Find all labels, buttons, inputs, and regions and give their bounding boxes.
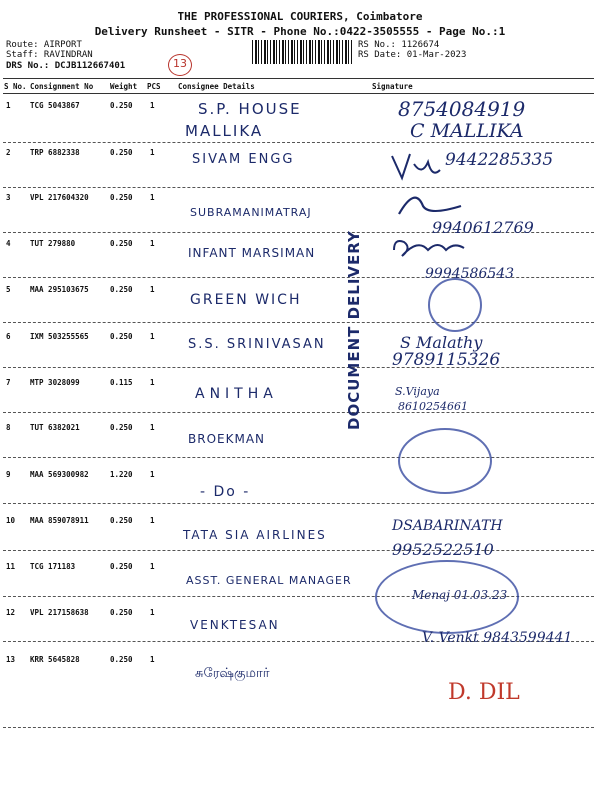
signature-scribble [388, 236, 468, 264]
col-pcs: PCS [147, 82, 161, 91]
signature-phone: V. Venkt 9843599441 [422, 630, 573, 646]
col-sno: S No. [4, 82, 27, 91]
circled-page-mark: 13 [168, 54, 192, 76]
signature-phone: 9442285335 [445, 150, 554, 170]
row-pcs: 1 [150, 655, 155, 664]
signature-phone: 9952522510 [392, 540, 494, 559]
signature-red: D. DIL [448, 680, 520, 705]
row-weight: 0.250 [110, 148, 133, 157]
row-consignment-no: TRP 6882338 [30, 148, 80, 157]
row-consignment-no: MAA 569300982 [30, 470, 89, 479]
consignee-handwriting: INFANT MARSIMAN [188, 246, 316, 260]
row-pcs: 1 [150, 239, 155, 248]
consignee-handwriting: ASST. GENERAL MANAGER [186, 574, 352, 587]
row-sno: 5 [6, 285, 11, 294]
row-consignment-no: IXM 503255565 [30, 332, 89, 341]
row-consignment-no: VPL 217604320 [30, 193, 89, 202]
drs-number: DRS No.: DCJB112667401 [6, 61, 126, 71]
row-consignment-no: TCG 5043867 [30, 101, 80, 110]
row-divider [3, 550, 594, 551]
row-sno: 2 [6, 148, 11, 157]
row-consignment-no: VPL 217158638 [30, 608, 89, 617]
row-pcs: 1 [150, 193, 155, 202]
signature-phone: 8754084919 [398, 97, 526, 121]
row-weight: 0.250 [110, 193, 133, 202]
row-weight: 0.250 [110, 655, 133, 664]
row-sno: 6 [6, 332, 11, 341]
row-sno: 3 [6, 193, 11, 202]
row-consignment-no: TCG 171183 [30, 562, 76, 571]
row-divider [3, 322, 594, 323]
row-pcs: 1 [150, 101, 155, 110]
row-weight: 0.250 [110, 239, 133, 248]
signature-scribble [388, 150, 448, 182]
row-sno: 13 [6, 655, 16, 664]
consignee-handwriting: - Do - [200, 484, 251, 500]
row-sno: 1 [6, 101, 11, 110]
row-divider [3, 142, 594, 143]
row-consignment-no: MTP 3028099 [30, 378, 80, 387]
signature-phone: 9789115326 [392, 350, 501, 370]
signature-name: C MALLIKA [410, 120, 524, 142]
row-weight: 0.250 [110, 101, 133, 110]
row-consignment-no: TUT 6382021 [30, 423, 80, 432]
company-seal-stamp [398, 428, 492, 494]
header-bottom-rule [3, 93, 594, 94]
consignee-handwriting: S.S. SRINIVASAN [188, 337, 326, 352]
signature-name: DSABARINATH [392, 518, 503, 534]
runsheet-title: Delivery Runsheet - SITR - Phone No.:0422-3505555 - Page No.:1 [94, 25, 506, 38]
row-pcs: 1 [150, 608, 155, 617]
row-pcs: 1 [150, 285, 155, 294]
row-divider [3, 412, 594, 413]
row-sno: 8 [6, 423, 11, 432]
row-consignment-no: KRR 5645828 [30, 655, 80, 664]
route-label: Route: AIRPORT [6, 40, 82, 50]
rs-date: RS Date: 01-Mar-2023 [358, 50, 467, 60]
row-sno: 11 [6, 562, 16, 571]
row-sno: 9 [6, 470, 11, 479]
consignee-handwriting: SUBRAMANIMATRAJ [190, 206, 312, 219]
signature-name: Menaj 01.03.23 [412, 588, 508, 602]
consignee-handwriting: BROEKMAN [188, 432, 266, 446]
document-delivery-stamp: DOCUMENT DELIVERY [345, 230, 363, 430]
row-pcs: 1 [150, 378, 155, 387]
signature-phone: 9940612769 [432, 218, 534, 237]
row-pcs: 1 [150, 562, 155, 571]
row-divider [3, 727, 594, 728]
consignee-handwriting: சுரேஷ்குமார் [195, 666, 270, 681]
consignee-handwriting: SIVAM ENGG [192, 152, 295, 167]
row-consignment-no: TUT 279880 [30, 239, 76, 248]
consignee-handwriting: GREEN WICH [190, 292, 302, 308]
col-weight: Weight [110, 82, 138, 91]
row-divider [3, 503, 594, 504]
row-weight: 0.250 [110, 516, 133, 525]
company-seal-stamp [428, 278, 482, 332]
rs-number: RS No.: 1126674 [358, 40, 440, 50]
barcode-graphic [252, 40, 352, 64]
row-sno: 4 [6, 239, 11, 248]
row-weight: 0.250 [110, 423, 133, 432]
row-divider [3, 187, 594, 188]
row-weight: 0.250 [110, 332, 133, 341]
col-consignment: Consignment No [30, 82, 94, 91]
signature-name: S Malathy [400, 333, 483, 352]
consignee-handwriting: TATA SIA AIRLINES [183, 528, 327, 542]
row-divider [3, 367, 594, 368]
col-consignee: Consignee Details [178, 82, 255, 91]
row-pcs: 1 [150, 148, 155, 157]
row-weight: 0.115 [110, 378, 133, 387]
signature-phone: 9994586543 [425, 266, 515, 282]
row-consignment-no: MAA 295103675 [30, 285, 89, 294]
row-sno: 12 [6, 608, 16, 617]
row-pcs: 1 [150, 423, 155, 432]
row-sno: 10 [6, 516, 16, 525]
row-pcs: 1 [150, 516, 155, 525]
signature-name: S.Vijaya [395, 385, 440, 398]
row-consignment-no: MAA 859078911 [30, 516, 89, 525]
row-sno: 7 [6, 378, 11, 387]
table-top-rule [3, 78, 594, 79]
row-weight: 0.250 [110, 285, 133, 294]
row-pcs: 1 [150, 470, 155, 479]
consignee-handwriting: VENKTESAN [190, 618, 280, 632]
consignee-handwriting-line2: MALLIKA [185, 122, 264, 140]
company-name: THE PROFESSIONAL COURIERS, Coimbatore [177, 10, 423, 23]
col-signature: Signature [372, 82, 413, 91]
consignee-handwriting: ANITHA [195, 386, 278, 402]
row-weight: 1.220 [110, 470, 133, 479]
row-pcs: 1 [150, 332, 155, 341]
staff-label: Staff: RAVINDRAN [6, 50, 93, 60]
row-weight: 0.250 [110, 608, 133, 617]
signature-phone: 8610254661 [398, 400, 468, 413]
consignee-handwriting: S.P. HOUSE [198, 100, 302, 118]
row-divider [3, 457, 594, 458]
row-weight: 0.250 [110, 562, 133, 571]
